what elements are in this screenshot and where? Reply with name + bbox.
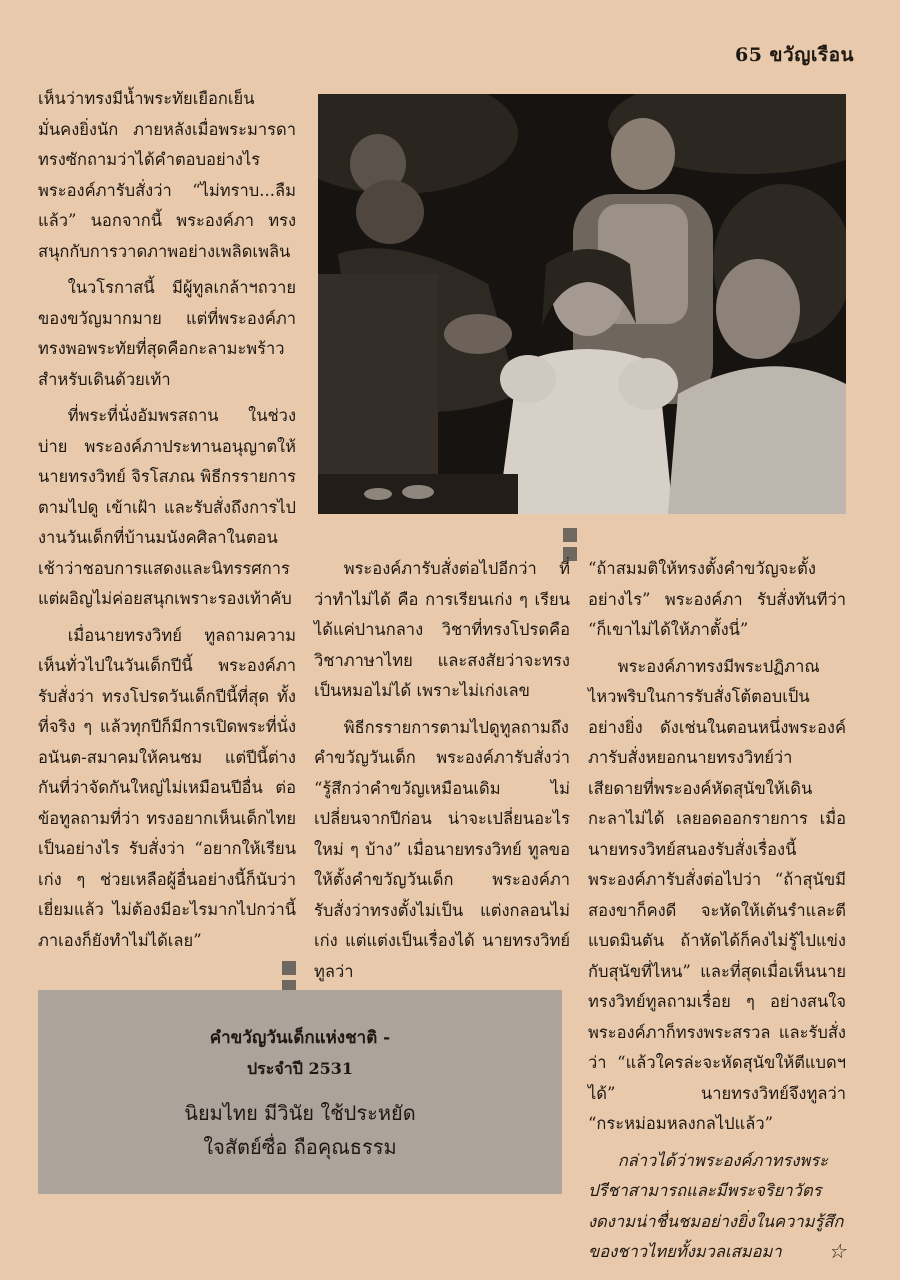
- section-separator: [282, 960, 318, 974]
- paragraph: เห็นว่าทรงมีน้ำพระทัยเยือกเย็น มั่นคงยิ่งนัก ภายหลังเมื่อพระมารดาทรงซักถามว่าได้คำตอบอย่างไร พระองค์ภารับสั่งว่า “ไม่ทราบ...ลืมแล้ว” นอกจากนี้ พระองค์ภา ทรงสนุกกับการวาดภาพอย่างเพลิดเพลิน: [38, 89, 296, 261]
- text-column-2: [314, 554, 570, 993]
- paragraph: “ถ้าสมมติให้ทรงตั้งคำขวัญจะตั้งอย่างไร” พระองค์ภา รับสั่งทันทีว่า “ก็เขาไม่ได้ให้ภาตั้งนี่”: [588, 559, 846, 639]
- motto-line: นิยมไทย มีวินัย ใช้ประหยัด: [184, 1101, 416, 1125]
- section-separator: [563, 527, 599, 541]
- motto-title: คำขวัญวันเด็กแห่งชาติ -: [209, 1028, 391, 1048]
- paragraph: พระองค์ภารับสั่งต่อไปอีกว่า ที่ว่าทำไม่ได้ คือ การเรียนเก่ง ๆ เรียนได้แค่ปานกลาง วิชาที่ทรงโปรดคือ วิชาภาษาไทย และสงสัยว่าจะทรงเป็นหมอไม่ได้ เพราะไม่เก่งเลข: [314, 559, 570, 700]
- paragraph: พระองค์ภาทรงมีพระปฏิภาณไหวพริบในการรับสั่งโต้ตอบเป็นอย่างยิ่ง ดังเช่นในตอนหนึ่งพระองค์ภารับสั่งหยอกนายทรงวิทย์ว่า เสียดายที่พระองค์หัดสุนัขให้เดินกะลาไม่ได้ เลยอดออกรายการ เมื่อนายทรงวิทย์สนองรับสั่งเรื่องนี้ พระองค์ภารับสั่งต่อไปว่า “ถ้าสุนัขมีสองขาก็คงดี จะหัดให้เต้นรำและตีแบดมินตัน ถ้าหัดได้ก็คงไม่รู้ไปแข่งกับสุนัขที่ไหน” และที่สุดเมื่อเห็นนายทรงวิทย์ทูลถามเรื่อย ๆ อย่างสนใจ พระองค์ภาก็ทรงพระสรวล และรับสั่งว่า “แล้วใครล่ะจะหัดสุนัขให้ตีแบดฯได้” นายทรงวิทย์จึงทูลว่า “กระหม่อมหลงกลไปแล้ว”: [588, 656, 846, 1133]
- paragraph: ในวโรกาสนี้ มีผู้ทูลเกล้าฯถวายของขวัญมากมาย แต่ที่พระองค์ภาทรงพอพระทัยที่สุดคือกะลามะพร้าวสำหรับเดินด้วยเท้า: [38, 278, 296, 389]
- star-icon: ☆: [828, 1239, 846, 1263]
- page-number-header: 65 ขวัญเรือน: [735, 44, 854, 66]
- paragraph: เมื่อนายทรงวิทย์ ทูลถามความเห็นทั่วไปในวันเด็กปีนี้ พระองค์ภารับสั่งว่า ทรงโปรดวันเด็กปีนี้ที่สุด ทั้งที่จริง ๆ แล้วทุกปีก็มีการเปิดพระที่นั่งอนันต-สมาคมให้คนชม แต่ปีนี้ต่างกันที่ว่าจัดกันใหญ่ไม่เหมือนปีอื่น ต่อข้อทูลถามที่ว่า ทรงอยากเห็นเด็กไทยเป็นอย่างไร รับสั่งว่า “อยากให้เรียนเก่ง ๆ ช่วยเหลือผู้อื่นอย่างนี้ก็นับว่าเยี่ยมแล้ว ไม่ต้องมีอะไรมากไปกว่านี้ ภาเองก็ยังทำไม่ได้เลย”: [38, 625, 296, 950]
- photo-icon: [318, 94, 846, 514]
- paragraph: ที่พระที่นั่งอัมพรสถาน ในช่วงบ่าย พระองค์ภาประทานอนุญาตให้นายทรงวิทย์ จิรโสภณ พิธีกรรายการตามไปดู เข้าเฝ้า และรับสั่งถึงการไปงานวันเด็กที่บ้านมนังคศิลาในตอนเช้าว่าชอบการแสดงและนิทรรศการ แต่ผอิญไม่ค่อยสนุกเพราะรองเท้าคับ: [38, 406, 296, 608]
- text-column-1: [38, 84, 296, 962]
- motto-year: ประจำปี 2531: [247, 1059, 353, 1078]
- childrens-day-motto-box: [38, 990, 562, 1194]
- article-photo: [318, 94, 846, 514]
- paragraph: พิธีกรรายการตามไปดูทูลถามถึงคำขวัญวันเด็ก พระองค์ภารับสั่งว่า “รู้สึกว่าคำขวัญเหมือนเดิม ไม่เปลี่ยนจากปีก่อน น่าจะเปลี่ยนอะไรใหม่ ๆ บ้าง” เมื่อนายทรงวิทย์ ทูลขอให้ตั้งคำขวัญวันเด็ก พระองค์ภารับสั่งว่าทรงตั้งไม่เป็น แต่งกลอนไม่เก่ง แต่แต่งเป็นเรื่องได้ นายทรงวิทย์ทูลว่า: [314, 717, 570, 981]
- closing-paragraph: [588, 1146, 846, 1268]
- text-column-3: [588, 554, 846, 1274]
- paragraph-text: กล่าวได้ว่าพระองค์ภาทรงพระปรีชาสามารถและมีพระจริยาวัตรงดงามน่าชื่นชมอย่างยิ่งในความรู้สึกของชาวไทยทั้งมวลเสมอมา: [588, 1150, 844, 1261]
- motto-line: ใจสัตย์ซื่อ ถือคุณธรรม: [203, 1135, 397, 1159]
